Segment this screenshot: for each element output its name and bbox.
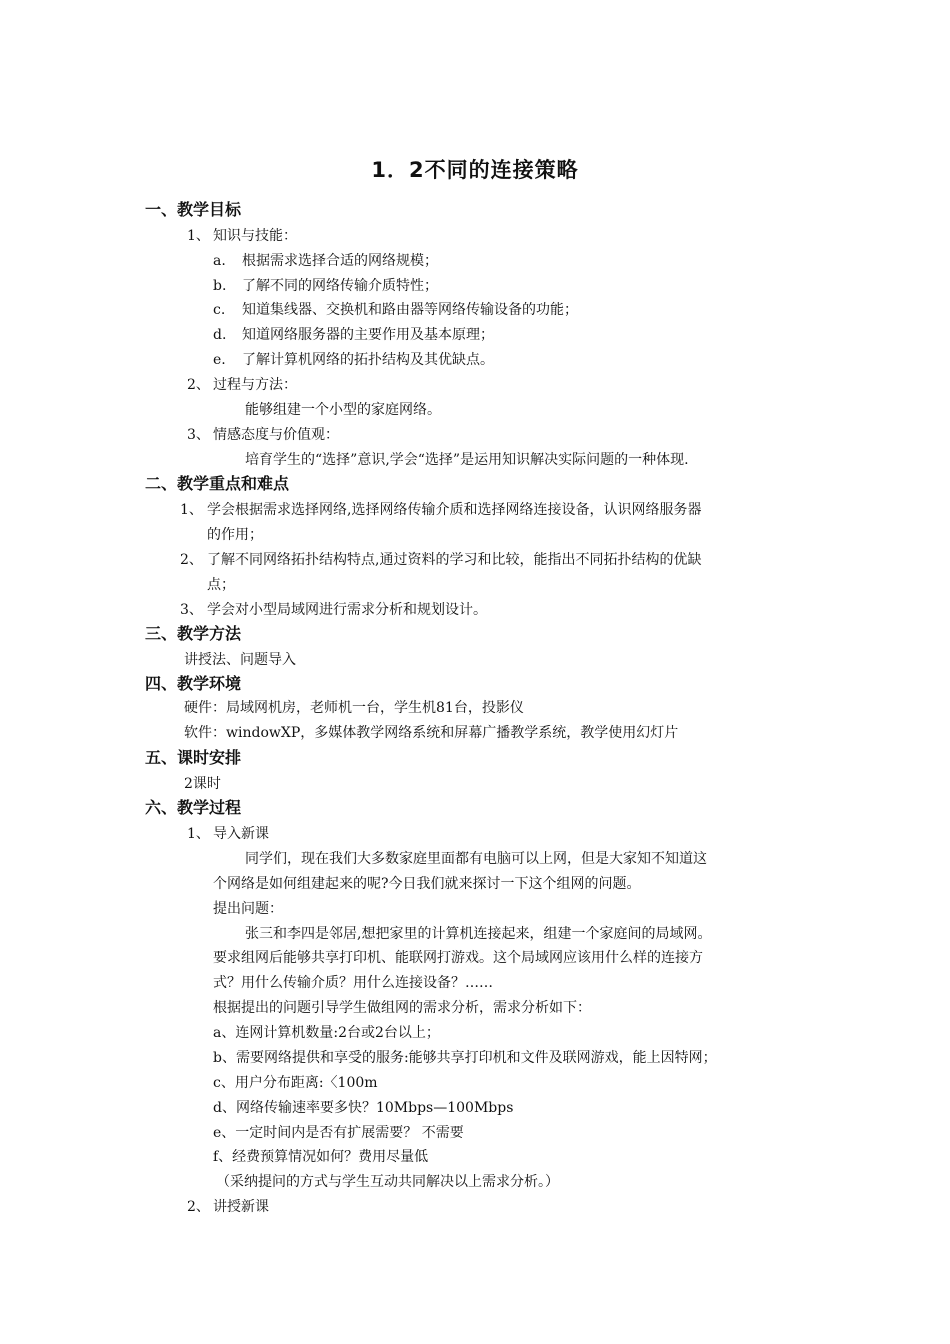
requirement-item: a、连网计算机数量:2台或2台以上； bbox=[213, 1025, 440, 1041]
list-number: 3、 bbox=[180, 602, 203, 618]
list-item: 导入新课 bbox=[213, 826, 269, 842]
paragraph-line: 2课时 bbox=[184, 776, 221, 792]
list-item: 知识与技能： bbox=[213, 228, 297, 244]
paragraph-line: 讲授法、问题导入 bbox=[184, 652, 296, 668]
list-number: 3、 bbox=[187, 427, 210, 443]
list-letter: e. bbox=[213, 352, 226, 368]
paragraph-line: 同学们，现在我们大多数家庭里面都有电脑可以上网，但是大家知不知道这 bbox=[245, 851, 707, 867]
list-number: 2、 bbox=[187, 377, 210, 393]
list-item: 学会根据需求选择网络,选择网络传输介质和选择网络连接设备，认识网络服务器 bbox=[207, 502, 702, 518]
section-heading-schedule: 五、课时安排 bbox=[145, 748, 242, 767]
list-letter: c. bbox=[213, 302, 226, 318]
paragraph-line: 软件：windowXP，多媒体教学网络系统和屏幕广播教学系统，教学使用幻灯片 bbox=[184, 725, 679, 741]
requirement-item: c、用户分布距离:〈100m bbox=[213, 1075, 378, 1091]
document-title: 1．2不同的连接策略 bbox=[371, 158, 579, 182]
requirement-item: f、经费预算情况如何？费用尽量低 bbox=[213, 1149, 429, 1165]
list-item: 了解不同的网络传输介质特性； bbox=[242, 278, 438, 294]
requirement-item: e、一定时间内是否有扩展需要？ 不需要 bbox=[213, 1125, 464, 1141]
paragraph-line: 根据提出的问题引导学生做组网的需求分析，需求分析如下： bbox=[213, 1000, 591, 1016]
section-heading-methods: 三、教学方法 bbox=[145, 624, 242, 643]
paragraph-line: 培育学生的“选择”意识,学会“选择”是运用知识解决实际问题的一种体现. bbox=[245, 452, 689, 468]
requirement-item: b、需要网络提供和享受的服务:能够共享打印机和文件及联网游戏，能上因特网； bbox=[213, 1050, 717, 1066]
list-item: 过程与方法： bbox=[213, 377, 297, 393]
section-heading-process: 六、教学过程 bbox=[145, 798, 242, 817]
list-letter: b. bbox=[213, 278, 227, 294]
list-item: 情感态度与价值观： bbox=[213, 427, 339, 443]
list-item: 知道网络服务器的主要作用及基本原理； bbox=[242, 327, 494, 343]
paragraph-line: 能够组建一个小型的家庭网络。 bbox=[245, 402, 441, 418]
paragraph-line: 张三和李四是邻居,想把家里的计算机连接起来，组建一个家庭间的局域网。 bbox=[245, 926, 712, 942]
paragraph-line: （采纳提问的方式与学生互动共同解决以上需求分析。） bbox=[216, 1174, 559, 1190]
list-item: 根据需求选择合适的网络规模； bbox=[242, 253, 438, 269]
list-number: 1、 bbox=[187, 228, 210, 244]
list-item-continuation: 的作用； bbox=[207, 527, 263, 543]
paragraph-line: 要求组网后能够共享打印机、能联网打游戏。这个局域网应该用什么样的连接方 bbox=[213, 950, 703, 966]
paragraph-line: 式？用什么传输介质？用什么连接设备？…… bbox=[213, 975, 493, 991]
section-heading-key-points: 二、教学重点和难点 bbox=[145, 474, 290, 493]
list-number: 1、 bbox=[180, 502, 203, 518]
list-item: 讲授新课 bbox=[213, 1199, 269, 1215]
list-item: 学会对小型局域网进行需求分析和规划设计。 bbox=[207, 602, 487, 618]
list-item: 了解计算机网络的拓扑结构及其优缺点。 bbox=[242, 352, 494, 368]
list-number: 1、 bbox=[187, 826, 210, 842]
list-item: 知道集线器、交换机和路由器等网络传输设备的功能； bbox=[242, 302, 578, 318]
paragraph-line: 提出问题： bbox=[213, 901, 283, 917]
requirement-item: d、网络传输速率要多快？10Mbps—100Mbps bbox=[213, 1100, 514, 1116]
list-number: 2、 bbox=[187, 1199, 210, 1215]
paragraph-line: 个网络是如何组建起来的呢?今日我们就来探讨一下这个组网的问题。 bbox=[213, 876, 641, 892]
section-heading-objectives: 一、教学目标 bbox=[145, 200, 242, 219]
paragraph-line: 硬件：局域网机房，老师机一台，学生机81台，投影仪 bbox=[184, 700, 524, 716]
section-heading-environment: 四、教学环境 bbox=[145, 674, 242, 693]
list-item-continuation: 点； bbox=[207, 577, 235, 593]
list-letter: d. bbox=[213, 327, 227, 343]
list-item: 了解不同网络拓扑结构特点,通过资料的学习和比较，能指出不同拓扑结构的优缺 bbox=[207, 552, 702, 568]
list-number: 2、 bbox=[180, 552, 203, 568]
list-letter: a. bbox=[213, 253, 226, 269]
